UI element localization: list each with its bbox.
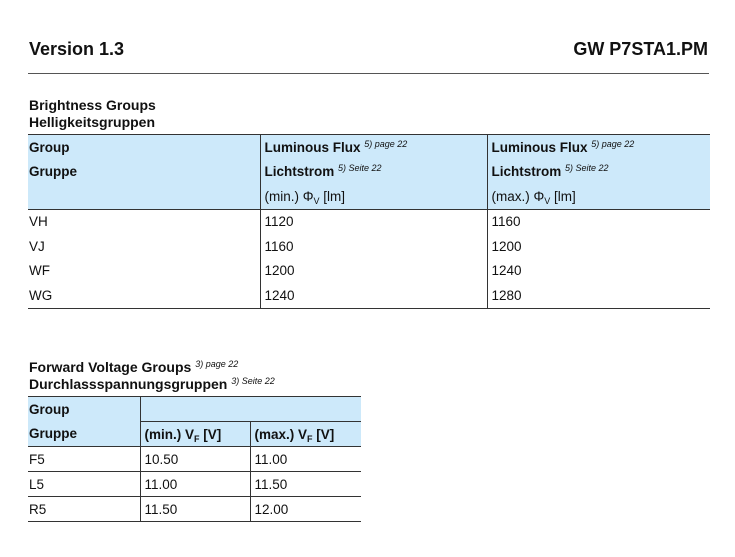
voltage-section-title: [29, 359, 275, 393]
group-header-de: Gruppe: [28, 422, 140, 447]
brightness-header-row-en: [28, 135, 710, 160]
group-cell: R5: [28, 497, 140, 522]
max-flux-cell: 1240: [487, 259, 710, 284]
max-flux-header-en: Luminous Flux $^{5) page 22}$: [487, 135, 710, 160]
group-cell: WG: [28, 283, 260, 308]
table-row: [28, 259, 710, 284]
group-cell: WF: [29, 263, 50, 279]
voltage-title-de: Durchlassspannungsgruppen $^{3) Seite 22}$: [29, 376, 275, 392]
brightness-header-row-de: [28, 160, 710, 185]
max-flux-cell: 1200: [487, 234, 710, 259]
min-flux-unit: (min.) $\Phi_V$ [lm]: [260, 184, 487, 209]
voltage-header-blank: [140, 397, 361, 422]
brightness-title-en: Brightness Groups: [29, 97, 156, 113]
brightness-title-de: Helligkeitsgruppen: [29, 114, 156, 130]
group-header-en: Group: [28, 135, 260, 160]
min-flux-header-en: Luminous Flux $^{5) page 22}$: [260, 135, 487, 160]
group-cell: VH: [29, 214, 48, 230]
min-flux-cell: 1240: [260, 283, 487, 308]
group-cell: VJ: [29, 238, 45, 254]
header-divider: [28, 73, 709, 74]
table-row: [28, 283, 710, 308]
min-voltage-cell: 11.50: [140, 497, 250, 522]
voltage-table: [28, 396, 361, 522]
group-header-de: Gruppe: [29, 164, 78, 180]
table-row: [28, 234, 710, 259]
group-header-blank: [28, 184, 260, 209]
group-cell: L5: [28, 472, 140, 497]
min-voltage-header: (min.) $V_F$ [V]: [140, 422, 250, 447]
max-voltage-cell: 11.00: [250, 447, 361, 472]
max-voltage-cell: 12.00: [250, 497, 361, 522]
max-flux-cell: 1160: [487, 209, 710, 234]
table-row: [28, 447, 361, 472]
document-version: Version 1.3: [29, 39, 125, 59]
voltage-title-en: Forward Voltage Groups $^{3) page 22}$: [29, 359, 239, 375]
min-flux-cell: 1160: [260, 234, 487, 259]
voltage-header-row-en: [28, 397, 361, 422]
max-flux-cell: 1280: [487, 283, 710, 308]
brightness-header-row-unit: [28, 184, 710, 209]
brightness-table: [28, 134, 710, 309]
min-voltage-cell: 10.50: [140, 447, 250, 472]
max-voltage-header: (max.) $V_F$ [V]: [250, 422, 361, 447]
group-header-en: Group: [28, 397, 140, 422]
max-flux-unit: (max.) $\Phi_V$ [lm]: [487, 184, 710, 209]
group-cell: F5: [28, 447, 140, 472]
min-voltage-cell: 11.00: [140, 472, 250, 497]
min-flux-cell: 1120: [260, 209, 487, 234]
table-row: [28, 497, 361, 522]
max-flux-header-de: Lichtstrom $^{5) Seite 22}$: [487, 160, 710, 185]
table-row: [28, 472, 361, 497]
min-flux-cell: 1200: [260, 259, 487, 284]
brightness-section-title: [29, 97, 156, 131]
table-row: [28, 209, 710, 234]
part-number: GW P7STA1.PM: [573, 39, 708, 59]
min-flux-header-de: Lichtstrom $^{5) Seite 22}$: [260, 160, 487, 185]
max-voltage-cell: 11.50: [250, 472, 361, 497]
voltage-header-row-de: [28, 422, 361, 447]
